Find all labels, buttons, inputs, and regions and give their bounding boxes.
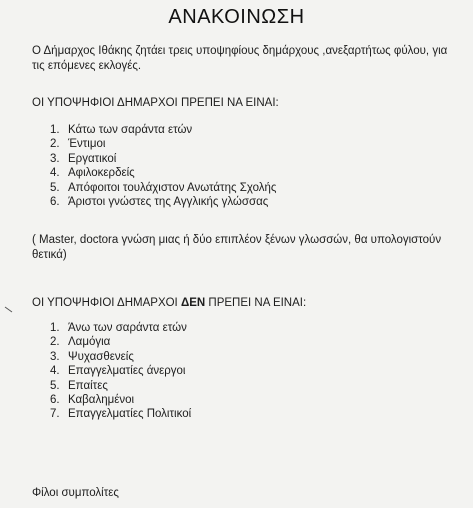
heading-text-before: ΟΙ ΥΠΟΨΗΦΙΟΙ ΔΗΜΑΡΧΟΙ [32, 297, 181, 309]
list-item-text: Κάτω των σαράντα ετών [68, 124, 193, 136]
list-item [50, 137, 276, 151]
list-item [50, 152, 276, 166]
list-item-number: 7. [50, 408, 60, 421]
list-item-text: Επαγγελματίες άνεργοι [68, 365, 186, 378]
document-title: ΑΝΑΚΟΙΝΩΣΗ [168, 6, 305, 28]
list-item-text: Ψυχασθενείς [68, 350, 134, 363]
list-item-number: 4. [50, 365, 60, 378]
list-item-number: 1. [50, 322, 60, 334]
list-item-text: Αφιλοκερδείς [68, 167, 135, 180]
list-item-text: Εργατικοί [68, 152, 117, 165]
list-item [50, 335, 191, 349]
list-item-text: Καβαλημένοι [68, 394, 135, 407]
list-item [50, 123, 276, 137]
list-item [50, 350, 191, 364]
list-item-number: 2. [50, 138, 60, 151]
list-item-number: 6. [50, 394, 60, 407]
disqualifications-heading [32, 296, 306, 311]
heading-text-after: ΠΡΕΠΕΙ ΝΑ ΕΙΝΑΙ: [205, 297, 307, 309]
stray-pen-mark [4, 306, 14, 314]
list-item [50, 407, 191, 421]
list-item-number: 5. [50, 379, 60, 392]
disqualifications-list [50, 321, 191, 422]
list-item-number: 3. [50, 152, 60, 165]
list-item-text: Άνω των σαράντα ετών [68, 322, 187, 334]
list-item [50, 379, 191, 393]
list-item-number: 6. [50, 196, 60, 209]
list-item-text: Επαίτες [68, 379, 108, 392]
requirements-heading: ΟΙ ΥΠΟΨΗΦΙΟΙ ΔΗΜΑΡΧΟΙ ΠΡΕΠΕΙ ΝΑ ΕΙΝΑΙ: [32, 97, 279, 109]
list-item-number: 5. [50, 181, 60, 194]
list-item-text: Άριστοι γνώστες της Αγγλικής γλώσσας [68, 196, 269, 209]
list-item-text: Λαμόγια [68, 336, 111, 349]
closing-line: Φίλοι συμπολίτες [32, 487, 119, 499]
list-item [50, 321, 191, 335]
list-item-number: 2. [50, 336, 60, 349]
list-item-text: Επαγγελματίες Πολιτικοί [68, 408, 192, 421]
intro-paragraph: Ο Δήμαρχος Ιθάκης ζητάει τρεις υποψηφίους δημάρχους ,ανεξαρτήτως φύλου, για τις επόμενες εκλογές. [32, 45, 448, 72]
heading-emphasis: ΔΕΝ [180, 297, 206, 309]
list-item-number: 4. [50, 167, 60, 180]
list-item [50, 364, 191, 378]
list-item [50, 393, 191, 407]
list-item [50, 195, 276, 209]
note-paragraph: ( Master, doctora γνώση μιας ή δύο επιπλέον ξένων γλωσσών, θα υπολογιστούν θετικά) [32, 234, 442, 261]
list-item [50, 166, 276, 180]
list-item-text: Έντιμοι [68, 138, 106, 151]
list-item-text: Απόφοιτοι τουλάχιστον Ανωτάτης Σχολής [68, 181, 277, 194]
list-item-number: 1. [50, 124, 60, 136]
list-item-number: 3. [50, 350, 60, 363]
requirements-list [50, 123, 276, 209]
list-item [50, 181, 276, 195]
